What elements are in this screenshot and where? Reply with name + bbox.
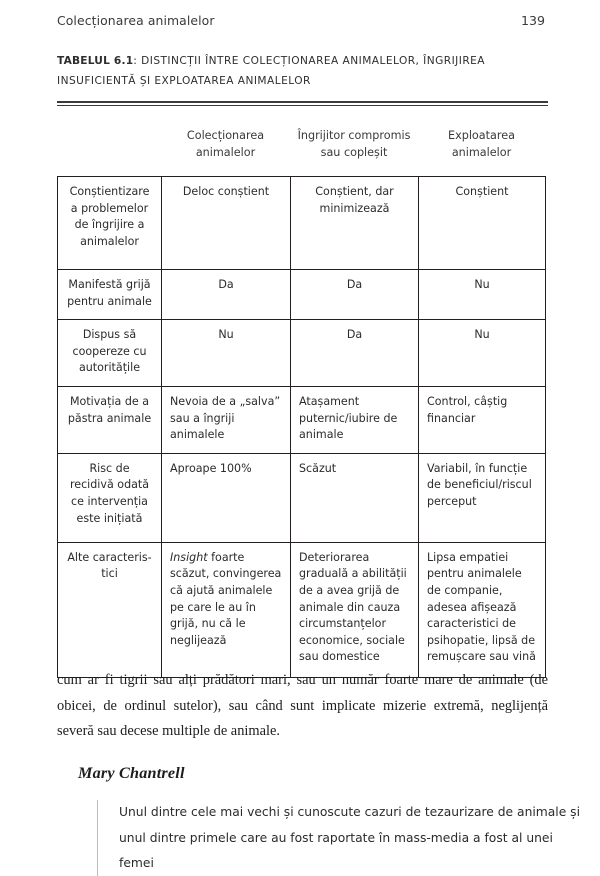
- table-cell: Da: [291, 320, 419, 387]
- table-cell: Da: [162, 270, 291, 320]
- running-head-chapter-title: Colecționarea animalelor: [57, 13, 215, 28]
- caption-rule-thin: [57, 105, 548, 106]
- table-caption-text: DISTINCȚII ÎNTRE COLECȚIONAREA ANIMALELOR, ÎNGRIJIREA INSUFICIENTĂ ȘI EXPLOATAREA ANIMALELOR: [57, 55, 485, 87]
- running-head: [57, 13, 545, 33]
- table-row: [58, 177, 546, 270]
- table-cell: Nu: [419, 320, 546, 387]
- table-row: [58, 320, 546, 387]
- table-cell: Conștient, dar minimizează: [291, 177, 419, 270]
- caption-rule-thick: [57, 101, 548, 103]
- table-row: [58, 542, 546, 677]
- section-subheading: Mary Chantrell: [78, 764, 185, 783]
- table-cell: Nu: [162, 320, 291, 387]
- table-cell: Deteriorarea graduală a abilității de a avea grijă de animale din cauza circumstanțelor economice, sociale sau domestice: [291, 542, 419, 677]
- table-cell: Nu: [419, 270, 546, 320]
- row-label: Risc de recidivă odată ce intervenția este inițiată: [58, 453, 162, 542]
- column-header-2: Îngrijitor compromis sau copleșit: [297, 129, 411, 159]
- table-caption-separator: :: [133, 55, 138, 67]
- table-cell: Lipsa empatiei pentru animalele de companie, adesea afișează caracteristici de psihopatie, lipsă de remușcare sau vină: [419, 542, 546, 677]
- table-cell: Insight foarte scăzut, convingerea că ajută animalele pe care le au în grijă, nu că le neglijează: [162, 542, 291, 677]
- pull-quote: Unul dintre cele mai vechi și cunoscute cazuri de tezaurizare de animale și unul dintre primele care au fost raportate în mass-media a fost al unei femei: [97, 800, 588, 876]
- row-label: Alte caracteris-tici: [58, 542, 162, 677]
- page-number: 139: [520, 13, 545, 28]
- row-label: Motivația de a păstra animale: [58, 386, 162, 453]
- row-label: Conștientizare a problemelor de îngrijire a animalelor: [58, 177, 162, 270]
- table-cell: Da: [291, 270, 419, 320]
- body-paragraph: cum ar fi tigrii sau alți prădători mari, sau un număr foarte mare de animale (de obicei, de ordinul sutelor), sau când sunt implicate mizerie extremă, neglijență severă sau decese multiple de animale.: [57, 672, 548, 740]
- comparison-table: [57, 176, 546, 678]
- table-row: [58, 386, 546, 453]
- table-cell: Atașament puternic/iubire de animale: [291, 386, 419, 453]
- italic-term: Insight: [170, 550, 208, 564]
- table-cell: Deloc conștient: [162, 177, 291, 270]
- table-cell: Nevoia de a „salva” sau a îngriji animalele: [162, 386, 291, 453]
- caption-double-rule: [57, 101, 548, 106]
- table-row: [58, 453, 546, 542]
- column-header-blank: [57, 128, 161, 172]
- column-header-3: Exploatarea animalelor: [448, 129, 515, 159]
- table-caption-label: TABELUL 6.1: [57, 55, 134, 67]
- table-cell: Variabil, în funcție de beneficiul/riscul perceput: [419, 453, 546, 542]
- row-label: Dispus să coopereze cu autoritățile: [58, 320, 162, 387]
- table-cell: Aproape 100%: [162, 453, 291, 542]
- column-header-1: Colecționarea animalelor: [186, 129, 265, 159]
- table-cell: Conștient: [419, 177, 546, 270]
- table-caption: [57, 52, 549, 91]
- row-label: Manifestă grijă pentru animale: [58, 270, 162, 320]
- table-row: [58, 270, 546, 320]
- table-column-headers: [57, 128, 545, 172]
- table-cell: Control, câștig financiar: [419, 386, 546, 453]
- table-cell: Scăzut: [291, 453, 419, 542]
